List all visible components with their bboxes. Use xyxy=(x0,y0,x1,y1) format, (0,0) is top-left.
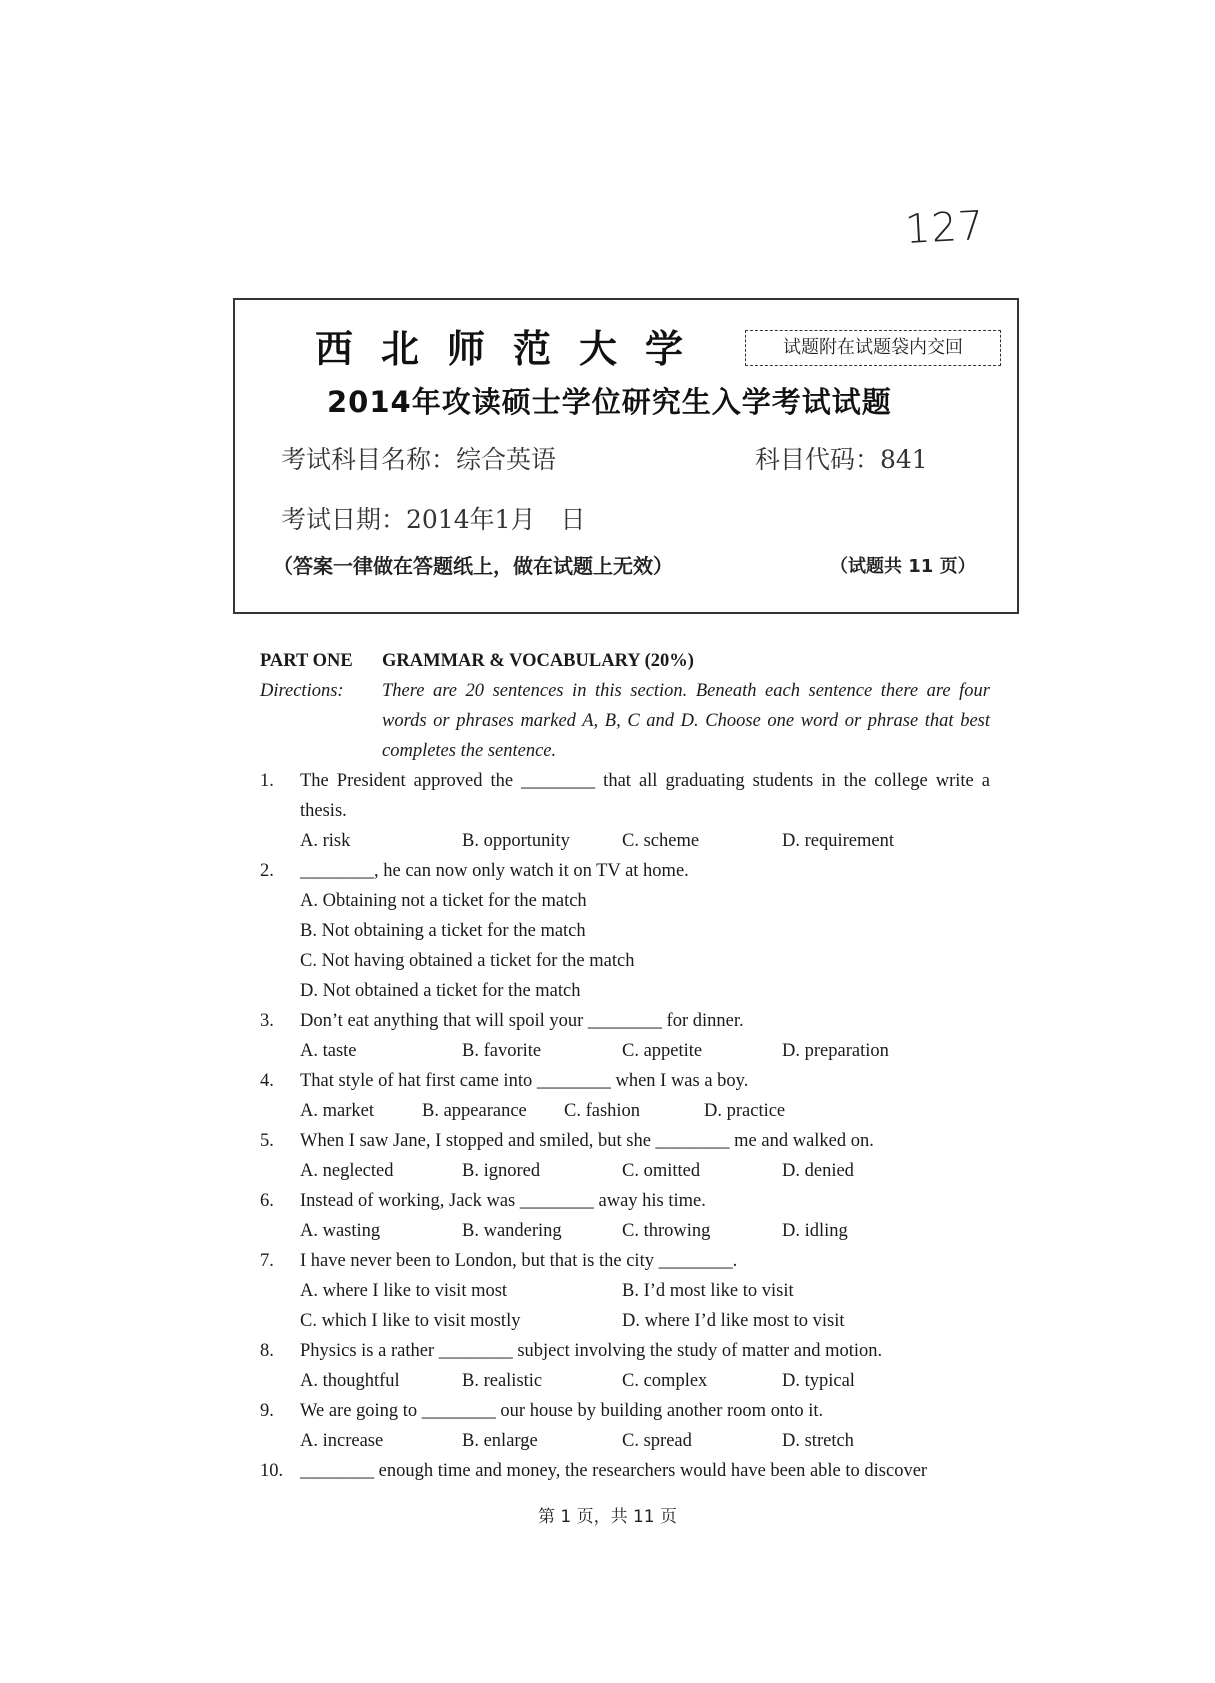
question xyxy=(260,766,990,826)
part-heading xyxy=(260,646,990,676)
option: A. risk xyxy=(300,831,351,851)
handwritten-page-mark: 127 xyxy=(903,202,986,254)
option: A. taste xyxy=(300,1041,357,1061)
question xyxy=(260,1066,990,1096)
question-stem: When I saw Jane, I stopped and smiled, but she ________ me and walked on. xyxy=(300,1131,874,1151)
question xyxy=(260,1126,990,1156)
exam-date: 考试日期：2014年1月 日 xyxy=(281,505,586,534)
question-number: 6. xyxy=(260,1191,274,1211)
question-stem: That style of hat first came into ________ when I was a boy. xyxy=(300,1071,749,1091)
answer-notice: （答案一律做在答题纸上，做在试题上无效） xyxy=(273,554,673,578)
part-label: PART ONE xyxy=(260,651,353,671)
option: D. practice xyxy=(704,1101,786,1121)
option: C. fashion xyxy=(564,1101,641,1121)
option: D. preparation xyxy=(782,1041,889,1061)
question-stem: Don’t eat anything that will spoil your ________ for dinner. xyxy=(300,1011,744,1031)
part-title: GRAMMAR & VOCABULARY (20%) xyxy=(382,651,694,671)
question-number: 8. xyxy=(260,1341,274,1361)
options xyxy=(300,1156,990,1186)
options xyxy=(300,1276,990,1306)
question-stem: ________ enough time and money, the researchers would have been able to discover xyxy=(300,1461,928,1481)
option: B. realistic xyxy=(462,1371,543,1391)
options xyxy=(300,1366,990,1396)
question-number: 9. xyxy=(260,1401,274,1421)
university-name: 西北师范大学 xyxy=(315,327,712,371)
question-stem: I have never been to London, but that is the city ________. xyxy=(300,1251,738,1271)
option: A. increase xyxy=(300,1431,384,1451)
option: B. appearance xyxy=(422,1101,527,1121)
option: B. favorite xyxy=(462,1041,542,1061)
question-stem: We are going to ________ our house by building another room onto it. xyxy=(300,1401,824,1421)
question-stem: ________, he can now only watch it on TV at home. xyxy=(300,861,689,881)
question-number: 1. xyxy=(260,771,274,791)
option: D. typical xyxy=(782,1371,855,1391)
directions-label: Directions: xyxy=(260,681,344,701)
question-number: 4. xyxy=(260,1071,274,1091)
page-count: （试题共 11 页） xyxy=(830,556,976,577)
question xyxy=(260,1246,990,1276)
exam-header-box xyxy=(233,298,1019,614)
question xyxy=(260,1396,990,1426)
options xyxy=(300,1096,990,1126)
options xyxy=(300,1216,990,1246)
options xyxy=(300,886,990,1006)
option: D. Not obtained a ticket for the match xyxy=(300,981,581,1001)
subject-name: 考试科目名称：综合英语 xyxy=(281,445,557,474)
exam-content xyxy=(260,646,990,1486)
option: A. market xyxy=(300,1101,374,1121)
option: D. stretch xyxy=(782,1431,854,1451)
option: C. omitted xyxy=(622,1161,701,1181)
subject-code: 科目代码：841 xyxy=(755,445,928,474)
option: B. wandering xyxy=(462,1221,562,1241)
option: B. opportunity xyxy=(462,831,570,851)
option: C. appetite xyxy=(622,1041,703,1061)
option: A. wasting xyxy=(300,1221,381,1241)
option: B. I’d most like to visit xyxy=(622,1281,794,1301)
question-number: 10. xyxy=(260,1461,284,1481)
question xyxy=(260,1006,990,1036)
exam-title: 2014年攻读硕士学位研究生入学考试试题 xyxy=(327,385,892,419)
question xyxy=(260,1186,990,1216)
question xyxy=(260,1336,990,1366)
question-stem: Instead of working, Jack was ________ away his time. xyxy=(300,1191,706,1211)
question-number: 3. xyxy=(260,1011,274,1031)
question-number: 5. xyxy=(260,1131,274,1151)
option: A. where I like to visit most xyxy=(300,1281,508,1301)
options xyxy=(300,1306,990,1336)
question-stem: The President approved the ________ that all graduating students in the college write a thesis. xyxy=(300,771,990,821)
option: C. spread xyxy=(622,1431,692,1451)
option: B. enlarge xyxy=(462,1431,538,1451)
option: B. Not obtaining a ticket for the match xyxy=(300,921,586,941)
option: D. where I’d like most to visit xyxy=(622,1311,845,1331)
directions-text: There are 20 sentences in this section. Beneath each sentence there are four words or phrases marked A, B, C and D. Choose one word or phrase that best completes the sentence. xyxy=(382,681,990,761)
option: C. complex xyxy=(622,1371,708,1391)
option: A. thoughtful xyxy=(300,1371,400,1391)
option: C. scheme xyxy=(622,831,700,851)
option: A. Obtaining not a ticket for the match xyxy=(300,891,587,911)
option: D. idling xyxy=(782,1221,848,1241)
option: A. neglected xyxy=(300,1161,394,1181)
option: B. ignored xyxy=(462,1161,541,1181)
option: D. denied xyxy=(782,1161,854,1181)
question xyxy=(260,1456,990,1486)
option: C. Not having obtained a ticket for the match xyxy=(300,951,635,971)
question-stem: Physics is a rather ________ subject involving the study of matter and motion. xyxy=(300,1341,883,1361)
option: C. which I like to visit mostly xyxy=(300,1311,521,1331)
options xyxy=(300,826,990,856)
option: C. throwing xyxy=(622,1221,711,1241)
return-notice-stamp: 试题附在试题袋内交回 xyxy=(745,330,1001,366)
question xyxy=(260,856,990,886)
directions xyxy=(260,676,990,766)
options xyxy=(300,1426,990,1456)
question-number: 2. xyxy=(260,861,274,881)
page-footer: 第 1 页，共 11 页 xyxy=(537,1507,678,1527)
option: D. requirement xyxy=(782,831,894,851)
options xyxy=(300,1036,990,1066)
question-number: 7. xyxy=(260,1251,274,1271)
